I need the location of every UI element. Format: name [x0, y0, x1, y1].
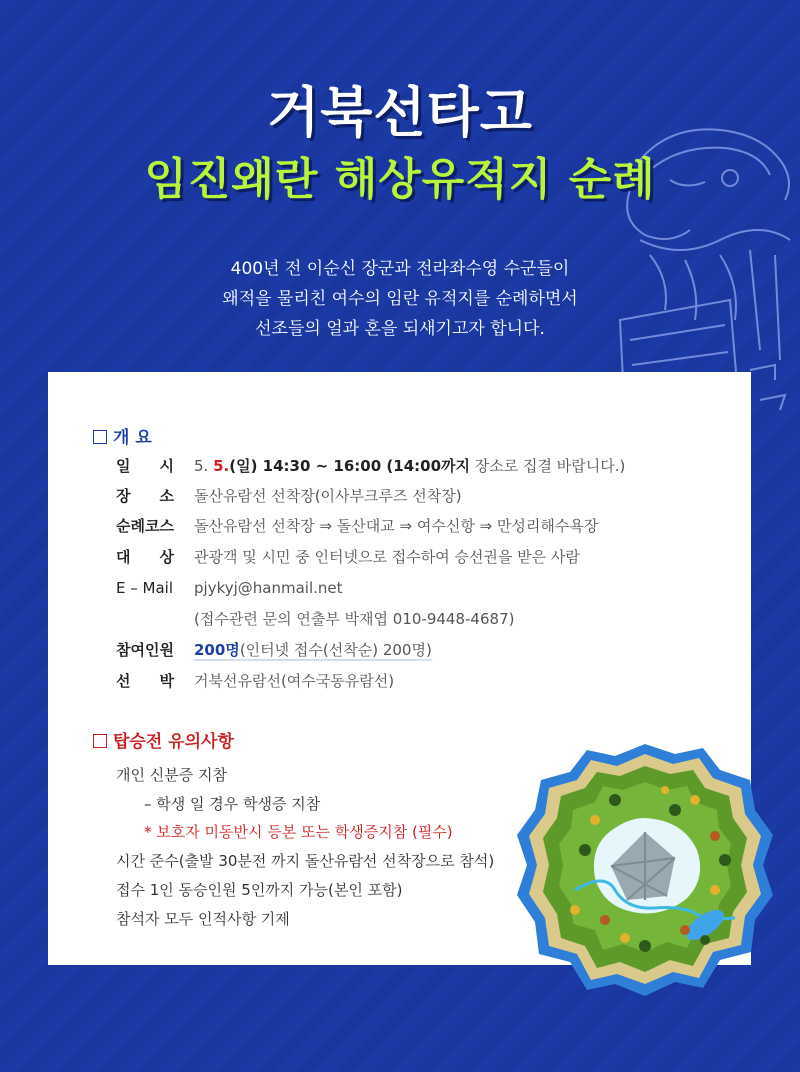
email-link[interactable]: pjykyj@hanmail.net: [194, 579, 343, 597]
notice-item: 참석자 모두 인적사항 기제: [116, 910, 290, 928]
notice-item: 시간 준수(출발 30분전 까지 돌산유람선 선착장으로 참석): [116, 852, 495, 870]
notice-item: 접수 1인 동승인원 5인까지 가능(본인 포함): [116, 881, 403, 899]
participants-row: 참여인원 200명(인터넷 접수(선착순) 200명): [116, 641, 432, 659]
date-row: 일 시 5. 5.(일) 14:30 ~ 16:00 (14:00까지 장소로 집결 바랍니다.): [116, 457, 626, 475]
notice-item-warning: * 보호자 미동반시 등본 또는 학생증지참 (필수): [144, 823, 453, 841]
checkbox-square-icon: [93, 734, 107, 748]
notice-heading: 탑승전 유의사항: [93, 730, 234, 754]
ship-row: 선 박 거북선유람선(여수국동유람선): [116, 672, 395, 690]
overview-heading: 개 요: [93, 426, 152, 450]
intro-text: [0, 254, 800, 344]
page-title: 거북선타고: [267, 81, 533, 144]
island-illustration-icon: [515, 740, 775, 1000]
notice-item: – 학생 일 경우 학생증 지참: [144, 795, 321, 813]
course-row: 순례코스 돌산유람선 선착장 ⇒ 돌산대교 ⇒ 여수신항 ⇒ 만성리해수욕장: [116, 517, 599, 535]
intro-line: 왜적을 물리친 여수의 임란 유적지를 순례하면서: [222, 289, 578, 309]
page-subtitle: 임진왜란 해상유적지 순례: [144, 154, 656, 205]
place-row: 장 소 돌산유람선 선착장(이사부크루즈 선착장): [116, 487, 462, 505]
intro-line: 400년 전 이순신 장군과 전라좌수영 수군들이: [230, 259, 570, 279]
email-row: E – Mail pjykyj@hanmail.net: [116, 579, 343, 597]
notice-item: 개인 신분증 지참: [116, 766, 227, 784]
target-row: 대 상 관광객 및 시민 중 인터넷으로 접수하여 승선권을 받은 사람: [116, 548, 580, 566]
intro-line: 선조들의 얼과 혼을 되새기고자 합니다.: [255, 319, 545, 339]
contact-row: (접수관련 문의 연출부 박재엽 010-9448-4687): [194, 610, 515, 628]
checkbox-square-icon: [93, 430, 107, 444]
